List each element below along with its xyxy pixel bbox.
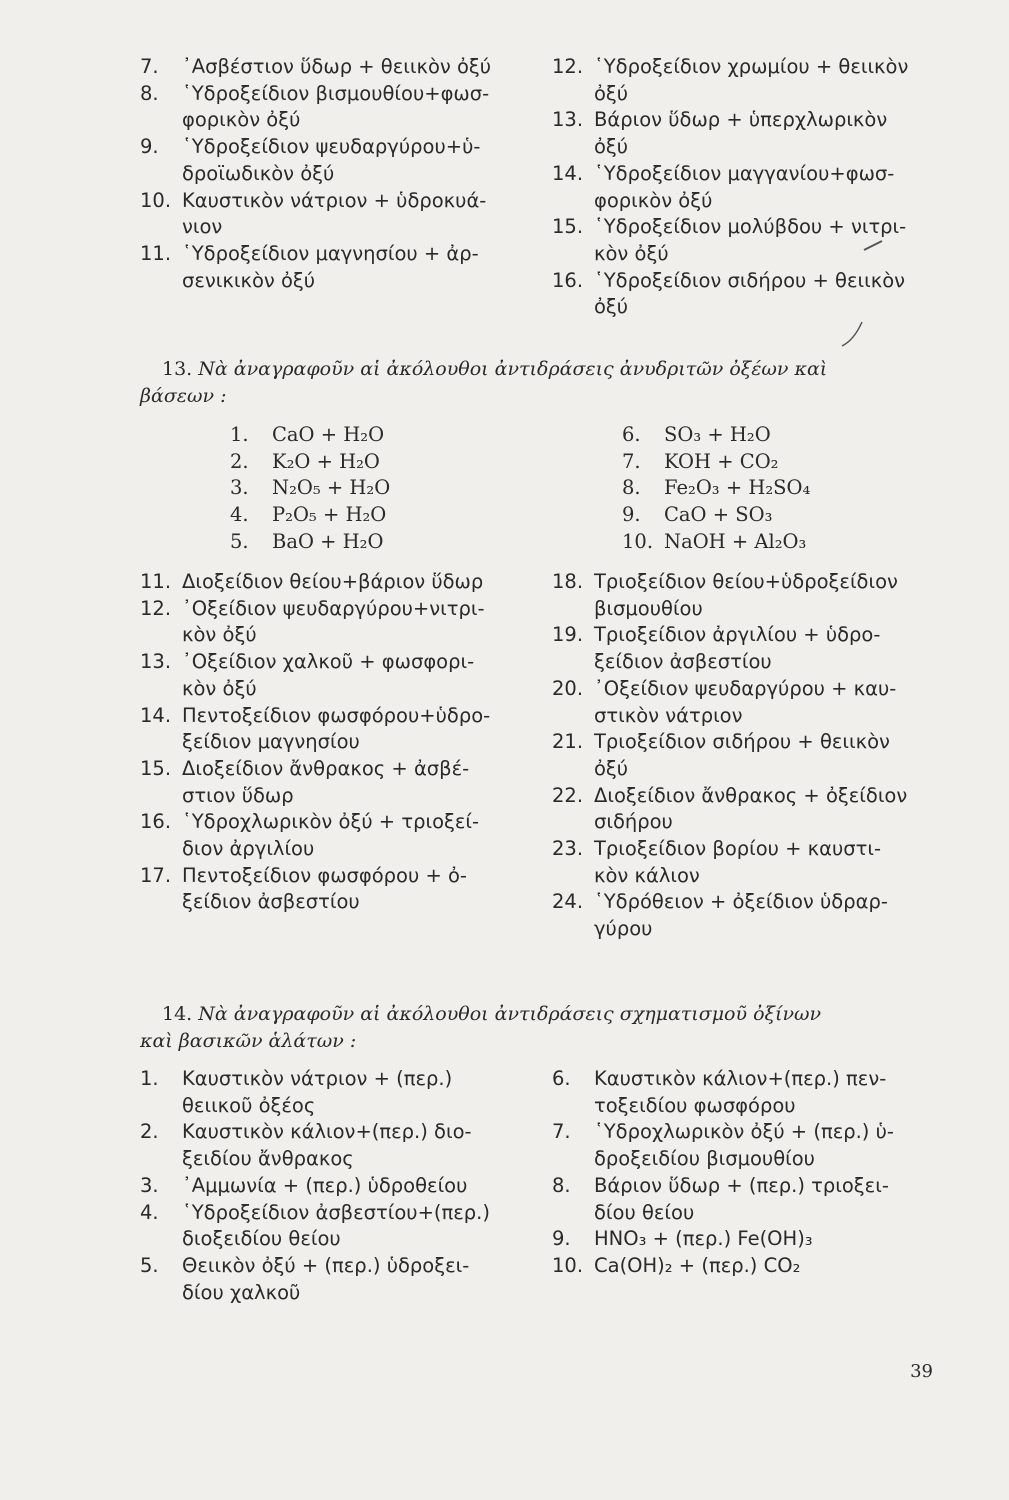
item-text: ὀξύ	[594, 756, 629, 780]
item-number: 14.	[552, 161, 584, 185]
list-item	[622, 422, 952, 449]
section-14-instruction: Νὰ ἀναγραφοῦν αἱ ἀκόλουθοι ἀντιδράσεις σχηματισμοῦ ὀξίνων	[198, 1003, 822, 1025]
list-item	[552, 1093, 952, 1120]
item-number: 7.	[622, 449, 641, 473]
item-number: 15.	[552, 215, 584, 239]
item-number	[552, 809, 594, 836]
item-number: 5.	[140, 1253, 159, 1277]
list-item	[552, 916, 952, 943]
list-item	[552, 1200, 952, 1227]
list-item	[552, 649, 952, 676]
item-text: ῾Υδροξείδιον μολύβδου + νιτρι-	[594, 215, 907, 239]
item-number	[140, 1093, 182, 1120]
list-item	[552, 756, 952, 783]
item-text: Καυστικὸν νάτριον + (περ.)	[182, 1067, 453, 1090]
item-number	[140, 836, 182, 863]
item-number	[552, 649, 594, 676]
list-item	[140, 809, 535, 836]
top-right-list	[552, 54, 952, 321]
item-text: Πεντοξείδιον φωσφόρου+ὑδρο-	[182, 703, 491, 727]
list-item	[140, 214, 535, 241]
item-number	[140, 107, 182, 134]
item-number	[140, 1226, 182, 1253]
list-item	[140, 241, 535, 268]
pencil-check-mark	[836, 320, 866, 350]
item-text: Πεντοξείδιον φωσφόρου + ὀ-	[182, 863, 467, 887]
list-item	[552, 241, 952, 268]
item-text: ῾Υδροξείδιον σιδήρου + θειικὸν	[594, 268, 906, 292]
item-number: 7.	[140, 55, 159, 78]
item-text: CaO + SO₃	[664, 503, 773, 527]
section-13-number: 13.	[162, 358, 193, 380]
item-number: 22.	[552, 783, 584, 807]
item-number: 13.	[552, 108, 584, 132]
item-text: Βάριον ὕδωρ + ὑπερχλωρικὸν	[594, 108, 888, 132]
list-item	[140, 1200, 535, 1227]
list-item	[622, 529, 952, 556]
top-left-list	[140, 54, 535, 294]
list-item	[140, 649, 535, 676]
item-text: γύρου	[594, 917, 653, 941]
item-text: τοξειδίου φωσφόρου	[594, 1093, 796, 1117]
item-number: 6.	[552, 1067, 571, 1090]
item-text: Τριοξείδιον θείου+ὑδροξείδιον	[594, 570, 898, 593]
item-number	[140, 622, 182, 649]
item-number	[140, 729, 182, 756]
list-item	[552, 622, 952, 649]
list-item	[552, 1226, 952, 1253]
item-number: 9.	[552, 1227, 571, 1251]
item-text: σενικικὸν ὀξύ	[182, 268, 316, 292]
item-text: ὀξύ	[594, 295, 629, 319]
item-text: ῾Υδροξείδιον βισμουθίου+φωσ-	[182, 81, 490, 105]
item-number: 24.	[552, 890, 584, 914]
item-text: δροϊωδικὸν ὀξύ	[182, 161, 335, 185]
item-text: ξείδιον μαγνησίου	[182, 730, 360, 754]
item-text: ῾Υδροξείδιον ψευδαργύρου+ὑ-	[182, 135, 481, 159]
list-item	[140, 134, 535, 161]
item-text: ῾Υδροξείδιον ἀσβεστίου+(περ.)	[182, 1200, 490, 1224]
list-item	[230, 449, 530, 476]
list-item	[140, 1253, 535, 1280]
section-13-right-list	[552, 569, 952, 943]
list-item	[552, 107, 952, 134]
item-number: 9.	[622, 503, 641, 527]
item-text: διοξειδίου θείου	[182, 1227, 341, 1251]
item-number	[140, 1146, 182, 1173]
item-text: Βάριον ὕδωρ + (περ.) τριοξει-	[594, 1173, 889, 1197]
item-text: HNO₃ + (περ.) Fe(OH)₃	[594, 1227, 813, 1251]
list-item	[140, 676, 535, 703]
item-text: ξειδίου ἄνθρακος	[182, 1147, 354, 1171]
section-13-formulas-right	[622, 422, 952, 556]
list-item	[552, 889, 952, 916]
section-14-left-list	[140, 1066, 535, 1306]
list-item	[552, 836, 952, 863]
item-number	[140, 676, 182, 703]
list-item	[140, 622, 535, 649]
pencil-stroke-mark	[862, 238, 884, 252]
list-item	[140, 161, 535, 188]
item-number: 16.	[140, 810, 172, 834]
item-text: NaOH + Al₂O₃	[664, 529, 807, 553]
item-number: 10.	[140, 188, 172, 212]
item-text: SO₃ + H₂O	[664, 423, 771, 446]
list-item	[140, 1119, 535, 1146]
item-number: 14.	[140, 703, 172, 727]
list-item	[552, 783, 952, 810]
item-number: 11.	[140, 241, 172, 265]
item-text: διον ἀργιλίου	[182, 837, 315, 861]
list-item	[140, 596, 535, 623]
list-item	[552, 161, 952, 188]
item-number	[552, 1093, 594, 1120]
list-item	[140, 569, 535, 596]
list-item	[140, 756, 535, 783]
list-item	[230, 529, 530, 556]
item-number	[552, 1146, 594, 1173]
list-item	[140, 729, 535, 756]
item-text: δροξειδίου βισμουθίου	[594, 1147, 815, 1171]
section-14-number: 14.	[162, 1003, 193, 1025]
item-text: Τριοξείδιον βορίου + καυστι-	[594, 837, 882, 861]
item-number: 2.	[230, 449, 249, 473]
list-item	[552, 809, 952, 836]
list-item	[140, 1280, 535, 1307]
item-text: Καυστικὸν κάλιον+(περ.) πεν-	[594, 1067, 887, 1090]
item-text: ᾽Οξείδιον ψευδαργύρου + καυ-	[594, 676, 897, 700]
list-item	[552, 863, 952, 890]
list-item	[622, 475, 952, 502]
item-number	[140, 214, 182, 241]
item-text: P₂O₅ + H₂O	[272, 503, 387, 527]
section-13-formulas-left	[230, 422, 530, 556]
page-number: 39	[910, 1361, 933, 1382]
list-item	[230, 475, 530, 502]
item-number	[552, 596, 594, 623]
item-text: ῾Υδροχλωρικὸν ὀξύ + τριοξεί-	[182, 810, 480, 834]
item-number	[552, 188, 594, 215]
item-number: 7.	[552, 1120, 571, 1144]
item-text: Θειικὸν ὀξύ + (περ.) ὑδροξει-	[182, 1253, 470, 1277]
list-item	[552, 214, 952, 241]
item-number: 2.	[140, 1120, 159, 1144]
item-text: φορικὸν ὀξύ	[182, 108, 301, 132]
item-text: CaO + H₂O	[272, 423, 385, 446]
item-number: 23.	[552, 837, 584, 861]
item-number	[552, 134, 594, 161]
item-text: Ca(OH)₂ + (περ.) CO₂	[594, 1253, 801, 1277]
item-text: κὸν ὀξύ	[182, 623, 257, 647]
item-number	[552, 294, 594, 321]
item-number	[140, 1280, 182, 1307]
section-14-heading	[140, 1001, 940, 1055]
item-text: κὸν κάλιον	[594, 863, 700, 887]
list-item	[552, 1146, 952, 1173]
item-text: ῾Υδροξείδιον μαγγανίου+φωσ-	[594, 161, 895, 185]
list-item	[140, 1146, 535, 1173]
item-number	[140, 161, 182, 188]
item-number: 15.	[140, 756, 172, 780]
item-text: φορικὸν ὀξύ	[594, 188, 713, 212]
list-item	[140, 1093, 535, 1120]
item-text: δίου χαλκοῦ	[182, 1280, 301, 1304]
item-text: Διοξείδιον θείου+βάριον ὕδωρ	[182, 570, 484, 593]
list-item	[140, 54, 535, 81]
item-text: κὸν ὀξύ	[182, 676, 257, 700]
item-number	[552, 1200, 594, 1227]
item-text: Διοξείδιον ἄνθρακος + ἀσβέ-	[182, 756, 470, 780]
list-item	[552, 729, 952, 756]
item-text: N₂O₅ + H₂O	[272, 476, 391, 500]
item-text: στικὸν νάτριον	[594, 703, 743, 727]
item-number	[140, 268, 182, 295]
list-item	[552, 134, 952, 161]
item-number: 4.	[140, 1200, 159, 1224]
list-item	[552, 294, 952, 321]
item-text: δίου θείου	[594, 1200, 695, 1224]
list-item	[140, 703, 535, 730]
item-number: 1.	[140, 1067, 159, 1090]
item-text: ξείδιον ἀσβεστίου	[594, 650, 772, 674]
item-text: Τριοξείδιον ἀργιλίου + ὑδρο-	[594, 623, 881, 647]
section-14-right-list	[552, 1066, 952, 1280]
item-number: 3.	[140, 1173, 159, 1197]
item-text: ῾Υδροξείδιον μαγνησίου + ἀρ-	[182, 241, 479, 265]
list-item	[140, 1173, 535, 1200]
list-item	[552, 1119, 952, 1146]
item-number	[552, 916, 594, 943]
item-text: ᾽Οξείδιον ψευδαργύρου+νιτρι-	[182, 596, 485, 620]
item-text: στιον ὕδωρ	[182, 783, 294, 807]
item-number: 17.	[140, 863, 172, 887]
item-text: Τριοξείδιον σιδήρου + θειικὸν	[594, 730, 890, 754]
item-number: 11.	[140, 570, 172, 593]
list-item	[230, 422, 530, 449]
item-text: KOH + CO₂	[664, 449, 779, 473]
item-number: 9.	[140, 135, 159, 159]
section-13-instruction: Νὰ ἀναγραφοῦν αἱ ἀκόλουθοι ἀντιδράσεις ἀνυδριτῶν ὀξέων καὶ	[198, 358, 828, 380]
section-14-instruction-cont: καὶ βασικῶν ἁλάτων :	[140, 1030, 357, 1052]
list-item	[230, 502, 530, 529]
item-number: 10.	[552, 1253, 584, 1277]
item-text: νιον	[182, 215, 223, 239]
item-text: ῾Υδροξείδιον χρωμίου + θειικὸν	[594, 55, 909, 78]
list-item	[552, 1253, 952, 1280]
item-number: 6.	[622, 423, 641, 446]
list-item	[140, 889, 535, 916]
item-number: 12.	[552, 55, 584, 78]
list-item	[140, 268, 535, 295]
item-text: ξείδιον ἀσβεστίου	[182, 890, 360, 914]
list-item	[552, 596, 952, 623]
item-text: ᾽Ασβέστιον ὕδωρ + θειικὸν ὀξύ	[182, 55, 492, 78]
item-number: 8.	[622, 476, 641, 500]
list-item	[552, 188, 952, 215]
item-text: θειικοῦ ὀξέος	[182, 1093, 316, 1117]
item-number: 5.	[230, 529, 249, 553]
item-text: Καυστικὸν κάλιον+(περ.) διο-	[182, 1120, 472, 1144]
item-text: ᾽Οξείδιον χαλκοῦ + φωσφορι-	[182, 650, 475, 674]
item-number: 3.	[230, 476, 249, 500]
list-item	[140, 1226, 535, 1253]
list-item	[552, 1173, 952, 1200]
list-item	[552, 569, 952, 596]
list-item	[140, 81, 535, 108]
section-13-left-list	[140, 569, 535, 916]
item-text: ῾Υδροχλωρικὸν ὀξύ + (περ.) ὑ-	[594, 1120, 894, 1144]
item-number: 19.	[552, 623, 584, 647]
item-number	[552, 81, 594, 108]
item-text: κὸν ὀξύ	[594, 241, 669, 265]
item-number	[552, 241, 594, 268]
item-text: βισμουθίου	[594, 596, 703, 620]
item-number: 13.	[140, 650, 172, 674]
item-number: 18.	[552, 570, 584, 593]
list-item	[552, 268, 952, 295]
list-item	[140, 107, 535, 134]
item-text: σιδήρου	[594, 810, 673, 834]
list-item	[622, 449, 952, 476]
list-item	[140, 863, 535, 890]
list-item	[552, 676, 952, 703]
item-text: ὀξύ	[594, 81, 629, 105]
item-text: ὀξύ	[594, 135, 629, 159]
item-number: 20.	[552, 676, 584, 700]
item-number	[140, 889, 182, 916]
item-number: 8.	[552, 1173, 571, 1197]
item-number: 12.	[140, 596, 172, 620]
section-13-instruction-cont: βάσεων :	[140, 385, 227, 407]
item-number: 1.	[230, 423, 249, 446]
item-number: 21.	[552, 730, 584, 754]
list-item	[622, 502, 952, 529]
item-text: ᾽Αμμωνία + (περ.) ὑδροθείου	[182, 1173, 468, 1197]
item-text: Fe₂O₃ + H₂SO₄	[664, 476, 811, 500]
item-text: Διοξείδιον ἄνθρακος + ὀξείδιον	[594, 783, 908, 807]
item-number	[552, 756, 594, 783]
item-number	[552, 863, 594, 890]
item-text: K₂O + H₂O	[272, 449, 380, 473]
list-item	[552, 1066, 952, 1093]
section-13-heading	[140, 356, 940, 410]
item-number: 4.	[230, 503, 249, 527]
item-text: Καυστικὸν νάτριον + ὑδροκυά-	[182, 188, 487, 212]
item-text: BaO + H₂O	[272, 529, 384, 553]
list-item	[140, 1066, 535, 1093]
list-item	[140, 836, 535, 863]
list-item	[140, 783, 535, 810]
list-item	[552, 54, 952, 81]
list-item	[552, 81, 952, 108]
item-text: ῾Υδρόθειον + ὀξείδιον ὑδραρ-	[594, 890, 888, 914]
item-number	[140, 783, 182, 810]
item-number: 16.	[552, 268, 584, 292]
list-item	[552, 703, 952, 730]
item-number	[552, 703, 594, 730]
item-number: 10.	[622, 529, 654, 553]
list-item	[140, 188, 535, 215]
item-number: 8.	[140, 81, 159, 105]
